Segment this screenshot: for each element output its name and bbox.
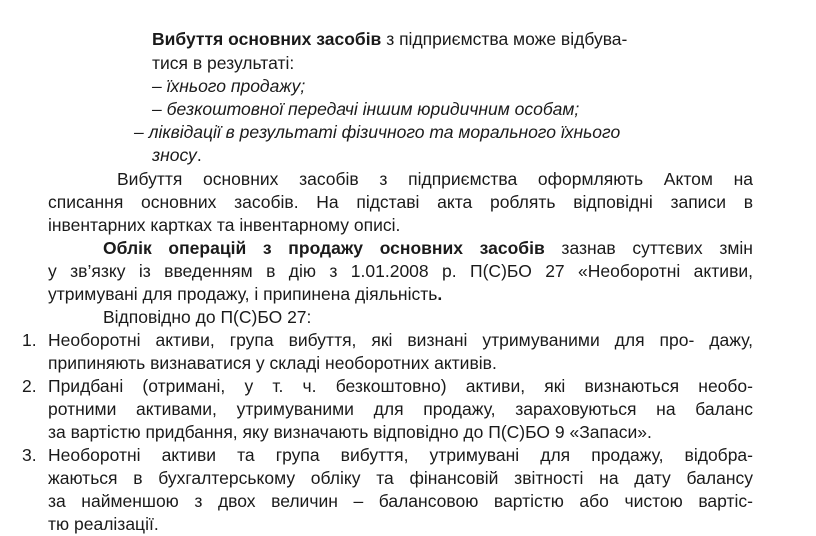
intro-item-sale: – їхнього продажу; bbox=[152, 76, 306, 96]
list-number-2: 2. bbox=[22, 376, 37, 396]
sale-paragraph-line-3: утримувані для продажу, і припинена діяльність. bbox=[48, 284, 443, 304]
act-paragraph-line-1: Вибуття основних засобів з підприємства оформляють Актом на bbox=[117, 169, 753, 189]
standard-intro: Відповідно до П(С)БО 27: bbox=[103, 307, 312, 327]
list-number-3: 3. bbox=[22, 445, 37, 465]
intro-item-liquidation: – ліквідації в результаті фізичного та морального їхнього bbox=[134, 122, 621, 142]
list-item-2-line-2: ротними активами, утримуваними для продажу, зараховуються на баланс bbox=[48, 399, 753, 419]
act-paragraph-line-3: інвентарних картках та інвентарному описі. bbox=[48, 215, 401, 235]
sale-paragraph-line-1: Облік операцій з продажу основних засобів зазнав суттєвих змін bbox=[103, 238, 753, 258]
list-item-3-line-2: жаються в бухгалтерському обліку та фінансовій звітності на дату балансу bbox=[48, 468, 753, 488]
list-item-1-line-1: Необоротні активи, група вибуття, які визнані утримуваними для про- дажу, bbox=[48, 330, 753, 350]
list-item-2-line-3: за вартістю придбання, яку визначають відповідно до П(С)БО 9 «Запаси». bbox=[48, 422, 652, 442]
list-item-3-line-4: тю реалізації. bbox=[48, 514, 159, 534]
list-number-1: 1. bbox=[22, 330, 37, 350]
sale-paragraph-line-2: у зв’язку із введенням в дію з 1.01.2008 р. П(С)БО 27 «Необоротні активи, bbox=[48, 261, 753, 281]
intro-line-1: Вибуття основних засобів з підприємства може відбува- bbox=[152, 29, 628, 49]
act-paragraph-line-2: списання основних засобів. На підставі акта роблять відповідні записи в bbox=[48, 192, 753, 212]
intro-line-2: тися в результаті: bbox=[152, 53, 295, 73]
intro-item-free-transfer: – безкоштовної передачі іншим юридичним особам; bbox=[152, 99, 580, 119]
term-sale-accounting: Облік операцій з продажу основних засобів bbox=[103, 238, 545, 258]
list-item-2-line-1: Придбані (отримані, у т. ч. безкоштовно) активи, які визнаються необо- bbox=[48, 376, 753, 396]
intro-item-liquidation-cont: зносу. bbox=[152, 145, 202, 165]
list-item-3-line-1: Необоротні активи та група вибуття, утримувані для продажу, відобра- bbox=[48, 445, 753, 465]
term-disposal: Вибуття основних засобів bbox=[152, 29, 382, 49]
list-item-1-line-2: припиняють визнаватися у складі необоротних активів. bbox=[48, 353, 497, 373]
list-item-3-line-3: за найменшою з двох величин – балансовою вартістю або чистою вартіс- bbox=[48, 491, 753, 511]
